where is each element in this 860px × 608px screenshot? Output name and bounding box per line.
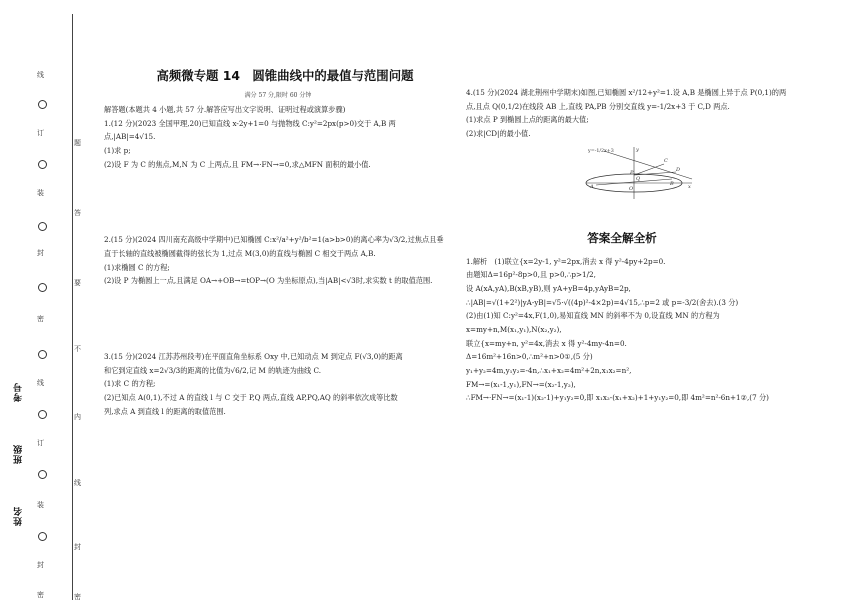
seal-char: 装 — [37, 189, 44, 197]
intro-text: 解答题(本题共 4 小题,共 57 分.解答应写出文字说明、证明过程或演算步骤) — [104, 104, 346, 114]
answer-line: 设 A(xA,yA),B(xB,yB),则 yA+yB=4p,yAyB=2p, — [466, 284, 631, 294]
problem-line: 列,求点 A 到直线 l 的距离的取值范围. — [104, 406, 226, 416]
inner-char: 封 — [74, 543, 81, 551]
point-q-label: Q — [636, 175, 641, 182]
point-p-label: P — [630, 169, 634, 176]
problem-line: (2)设 F 为 C 的焦点,M,N 为 C 上两点,且 FM→·FN→=0,求△MFN 面积的最小值. — [104, 159, 371, 169]
inner-char: 密 — [74, 593, 81, 601]
seal-hole — [38, 410, 47, 419]
problem-line: 和它到定直线 x=2√3/3的距离的比值为√6/2,记 M 的轨迹为曲线 C. — [104, 365, 322, 375]
binding-line — [72, 14, 73, 600]
answer-line: 由题知Δ=16p²-8p>0,且 p>0,∴p>1/2, — [466, 270, 596, 280]
problem-line: (2)求|CD|的最小值. — [466, 129, 531, 139]
answer-line: 1.解析 (1)联立{x=2y-1, y²=2px,消去 x 得 y²-4py+2p=0. — [466, 256, 666, 266]
problem-line: 直于长轴的直线被椭圆截得的弦长为 1,过点 M(3,0)的直线与椭圆 C 相交于两点 A,B. — [104, 248, 376, 258]
problem-4 — [466, 86, 787, 141]
y-axis-label: y — [636, 146, 639, 153]
problem-line: 1.(12 分)(2023 全国甲理,20)已知直线 x-2y+1=0 与抛物线 C:y²=2px(p>0)交于 A,B 两 — [104, 118, 396, 128]
problem-line: (1)求点 P 到椭圆上点的距离的最大值; — [466, 115, 589, 125]
seal-char: 线 — [37, 71, 44, 79]
seal-hole — [38, 222, 47, 231]
point-c-label: C — [664, 157, 668, 164]
binding-margin — [0, 0, 92, 608]
seal-hole — [38, 350, 47, 359]
answer-line: FM→=(x₁-1,y₁),FN→=(x₂-1,y₂), — [466, 379, 576, 389]
seal-hole — [38, 160, 47, 169]
ellipse-diagram — [584, 145, 694, 201]
inner-char: 答 — [74, 209, 81, 217]
problem-line: 点,且点 Q(0,1/2)在线段 AB 上,直线 PA,PB 分别交直线 y=-1/2x+3 于 C,D 两点. — [466, 101, 730, 111]
problem-line: (1)求 C 的方程; — [104, 379, 156, 389]
problem-3 — [104, 350, 452, 418]
problem-line: 点,|AB|=4√15. — [104, 132, 156, 142]
seal-char: 密 — [37, 315, 44, 323]
inner-char: 线 — [74, 479, 81, 487]
answer-line: Δ=16m²+16n>0,∴m²+n>0①,(5 分) — [466, 352, 593, 362]
answer-line: ∴FM→·FN→=(x₁-1)(x₂-1)+y₁y₂=0,即 x₁x₂-(x₁+x₂)+1+y₁y₂=0,即 4m²=n²-6n+1②,(7 分) — [466, 393, 769, 403]
name-label: 姓名 — [14, 506, 24, 526]
problem-line: (1)求椭圆 C 的方程; — [104, 262, 170, 272]
exam-number-label: 考号 — [14, 382, 24, 402]
answer-body — [466, 255, 778, 405]
answer-line: (2)由(1)知 C:y²=4x,F(1,0),易知直线 MN 的斜率不为 0,设直线 MN 的方程为 — [466, 311, 720, 321]
problem-1 — [104, 117, 452, 172]
answer-line: 联立{x=my+n, y²=4x,消去 x 得 y²-4my-4n=0. — [466, 338, 627, 348]
seal-hole — [38, 100, 47, 109]
problem-line: 4.(15 分)(2024 湖北荆州中学期末)如图,已知椭圆 x²/12+y²=1.设 A,B 是椭圆上异于点 P(0,1)的两 — [466, 88, 787, 97]
seal-char: 封 — [37, 561, 44, 569]
left-column — [104, 64, 452, 418]
x-axis-label: x — [688, 183, 691, 190]
origin-label: O — [629, 185, 634, 192]
inner-char: 不 — [74, 345, 81, 353]
problem-line: 2.(15 分)(2024 四川南充高级中学期中)已知椭圆 C:x²/a²+y²/b²=1(a>b>0)的离心率为√3/2,过焦点且垂 — [104, 235, 444, 245]
seal-hole — [38, 283, 47, 292]
seal-hole — [38, 532, 47, 541]
ellipse-figure — [584, 145, 694, 201]
line-equation-label: y=-1/2x+3 — [588, 148, 614, 154]
seal-char: 封 — [37, 249, 44, 257]
class-label: 班级 — [14, 444, 24, 464]
inner-char: 要 — [74, 279, 81, 287]
seal-char: 订 — [37, 439, 44, 447]
problem-line: (2)已知点 A(0,1),不过 A 的直线 l 与 C 交于 P,Q 两点,直线 AP,PQ,AQ 的斜率依次成等比数 — [104, 393, 398, 403]
answer-line: y₁+y₂=4m,y₁y₂=-4n,∴x₁+x₂=4m²+2n,x₁x₂=n², — [466, 366, 632, 376]
problem-2 — [104, 233, 452, 288]
problem-line: 3.(15 分)(2024 江苏苏州段考)在平面直角坐标系 Oxy 中,已知动点 M 到定点 F(√3,0)的距离 — [104, 352, 403, 361]
point-a-label: A — [590, 183, 594, 190]
problem-line: (1)求 p; — [104, 145, 131, 155]
right-column — [466, 86, 787, 405]
problem-line: (2)设 P 为椭圆上一点,且满足 OA→+OB→=tOP→(O 为坐标原点),当|AB|<√3时,求实数 t 的取值范围. — [104, 276, 433, 286]
answers-title: 答案全解全析 — [587, 230, 657, 245]
seal-char: 线 — [37, 379, 44, 387]
point-d-label: D — [676, 166, 681, 173]
seal-char: 密 — [37, 591, 44, 599]
seal-char: 装 — [37, 501, 44, 509]
inner-char: 内 — [74, 413, 81, 421]
answer-line: x=my+n,M(x₁,y₁),N(x₂,y₂), — [466, 325, 562, 335]
page-title: 高频微专题 14 圆锥曲线中的最值与范围问题 — [156, 68, 414, 83]
point-b-label: B — [670, 180, 674, 187]
subtitle: 满分 57 分,限时 60 分钟 — [244, 91, 312, 99]
answer-line: ∴|AB|=√(1+2²)|yA-yB|=√5·√((4p)²-4×2p)=4√15,∴p=2 或 p=-3/2(舍去).(3 分) — [466, 297, 739, 307]
seal-char: 订 — [37, 129, 44, 137]
inner-char: 题 — [74, 139, 81, 147]
seal-hole — [38, 470, 47, 479]
